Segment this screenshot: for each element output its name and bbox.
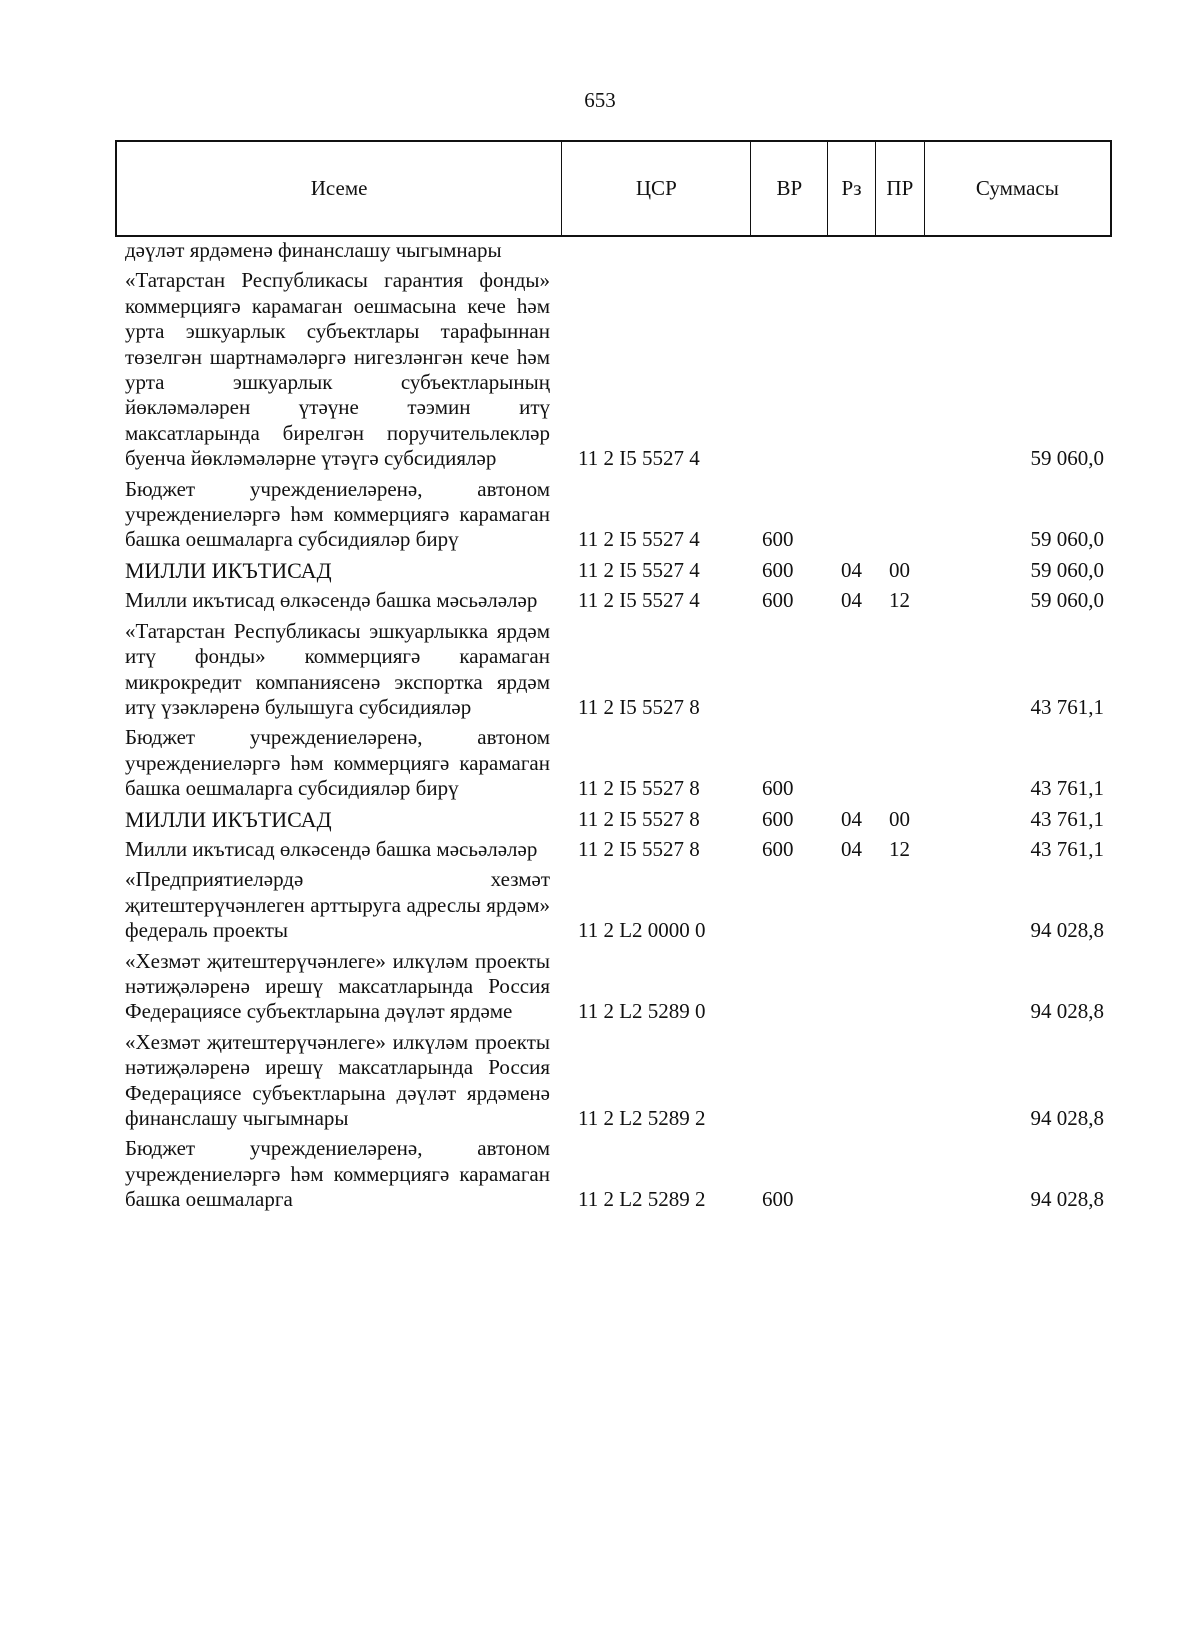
cell-sum: 59 060,0 bbox=[1030, 446, 1104, 471]
cell-csr: 11 2 I5 5527 8 bbox=[578, 694, 700, 719]
header-csr: ЦСР bbox=[562, 142, 751, 235]
header-name: Исеме bbox=[117, 142, 562, 235]
cell-csr: 11 2 I5 5527 4 bbox=[578, 527, 700, 552]
table-row bbox=[115, 619, 1112, 721]
cell-name: Бюджет учреждениеләренә, автоном учреждениеләргә һәм коммерциягә карамаган башка оешмаларга субсидияләр бирү bbox=[125, 725, 550, 801]
header-sum: Суммасы bbox=[975, 176, 1059, 200]
cell-sum: 43 761,1 bbox=[1030, 806, 1104, 831]
cell-name: Бюджет учреждениеләренә, автоном учреждениеләргә һәм коммерциягә карамаган башка оешмаларга bbox=[125, 1136, 550, 1212]
table-row bbox=[115, 477, 1112, 553]
table-header bbox=[115, 140, 1112, 237]
cell-name: «Татарстан Республикасы эшкуарлыкка ярдәм итү фонды» коммерциягә карамаган микрокредит компаниясенә экспортка ярдәм итү үзәкләренә булышуга субсидияләр bbox=[125, 618, 550, 719]
cell-csr: 11 2 I5 5527 4 bbox=[578, 446, 700, 471]
cell-csr: 11 2 L2 0000 0 bbox=[578, 918, 706, 943]
cell-pr: 12 bbox=[889, 588, 910, 613]
page-number: 653 bbox=[584, 88, 616, 112]
cell-pr: 00 bbox=[889, 557, 910, 582]
cell-sum: 94 028,8 bbox=[1030, 918, 1104, 943]
table-body bbox=[115, 238, 1112, 1213]
table-row bbox=[115, 725, 1112, 801]
cell-name: дәүләт ярдәменә финанслашу чыгымнары bbox=[125, 238, 502, 262]
cell-csr: 11 2 L2 5289 2 bbox=[578, 1187, 706, 1212]
cell-name: Милли икътисад өлкәсендә башка мәсьәләләр bbox=[125, 836, 538, 861]
cell-vr: 600 bbox=[762, 806, 794, 831]
header-pr: ПР bbox=[876, 142, 925, 235]
cell-sum: 59 060,0 bbox=[1030, 557, 1104, 582]
cell-sum: 43 761,1 bbox=[1030, 694, 1104, 719]
cell-sum: 94 028,8 bbox=[1030, 1187, 1104, 1212]
header-rz: Рз bbox=[828, 142, 876, 235]
cell-csr: 11 2 I5 5527 8 bbox=[578, 836, 700, 861]
cell-sum: 94 028,8 bbox=[1030, 999, 1104, 1024]
table-row bbox=[115, 238, 1112, 263]
cell-rz: 04 bbox=[841, 557, 862, 582]
cell-csr: 11 2 I5 5527 4 bbox=[578, 557, 700, 582]
cell-name: МИЛЛИ ИКЪТИСАД bbox=[125, 806, 332, 832]
cell-name: «Предприятиеләрдә хезмәт җитештерүчәнлеген арттыруга адреслы ярдәм» федераль проекты bbox=[125, 867, 550, 943]
table-row bbox=[115, 837, 1112, 862]
cell-vr: 600 bbox=[762, 776, 794, 801]
cell-vr: 600 bbox=[762, 588, 794, 613]
header-vr: ВР bbox=[751, 142, 828, 235]
table-row bbox=[115, 1030, 1112, 1132]
table-row bbox=[115, 558, 1112, 583]
cell-csr: 11 2 L2 5289 0 bbox=[578, 999, 706, 1024]
table-row bbox=[115, 588, 1112, 613]
cell-name: «Хезмәт җитештерүчәнлеге» илкүләм проекты нәтиҗәләренә ирешү максатларында Россия Федерациясе субъектларына дәүләт ярдәме bbox=[125, 948, 550, 1024]
table-row bbox=[115, 949, 1112, 1025]
cell-vr: 600 bbox=[762, 557, 794, 582]
cell-csr: 11 2 I5 5527 8 bbox=[578, 806, 700, 831]
cell-sum: 43 761,1 bbox=[1030, 836, 1104, 861]
cell-name: «Хезмәт җитештерүчәнлеге» илкүләм проекты нәтиҗәләренә ирешү максатларында Россия Федерациясе субъектларына дәүләт ярдәменә финанслашу чыгымнары bbox=[125, 1029, 550, 1130]
cell-pr: 12 bbox=[889, 836, 910, 861]
cell-rz: 04 bbox=[841, 588, 862, 613]
cell-csr: 11 2 I5 5527 8 bbox=[578, 776, 700, 801]
cell-rz: 04 bbox=[841, 806, 862, 831]
cell-sum: 59 060,0 bbox=[1030, 527, 1104, 552]
cell-sum: 43 761,1 bbox=[1030, 776, 1104, 801]
cell-csr: 11 2 L2 5289 2 bbox=[578, 1106, 706, 1130]
table-row bbox=[115, 1136, 1112, 1212]
cell-vr: 600 bbox=[762, 1187, 794, 1212]
table-row bbox=[115, 807, 1112, 832]
cell-rz: 04 bbox=[841, 836, 862, 861]
cell-pr: 00 bbox=[889, 806, 910, 831]
cell-vr: 600 bbox=[762, 836, 794, 861]
cell-sum: 59 060,0 bbox=[1030, 588, 1104, 613]
cell-sum: 94 028,8 bbox=[1030, 1106, 1104, 1130]
cell-name: Милли икътисад өлкәсендә башка мәсьәләләр bbox=[125, 588, 538, 613]
table-row bbox=[115, 867, 1112, 943]
cell-name: МИЛЛИ ИКЪТИСАД bbox=[125, 557, 332, 583]
cell-name: «Татарстан Республикасы гарантия фонды» коммерциягә карамаган оешмасына кече һәм урта эшкуарлык субъектлары тарафыннан төзелгән шартнамәләргә нигезләнгән кече һәм урта эшкуарлык субъектларының йөкләмәләрен үтәүне тәэмин итү максатларында бирелгән поручительлекләр буенча йөкләмәләрне үтәүгә субсидияләр bbox=[125, 268, 550, 471]
cell-name: Бюджет учреждениеләренә, автоном учреждениеләргә һәм коммерциягә карамаган башка оешмаларга субсидияләр бирү bbox=[125, 476, 550, 552]
cell-vr: 600 bbox=[762, 527, 794, 552]
table-row bbox=[115, 268, 1112, 471]
cell-csr: 11 2 I5 5527 4 bbox=[578, 588, 700, 613]
